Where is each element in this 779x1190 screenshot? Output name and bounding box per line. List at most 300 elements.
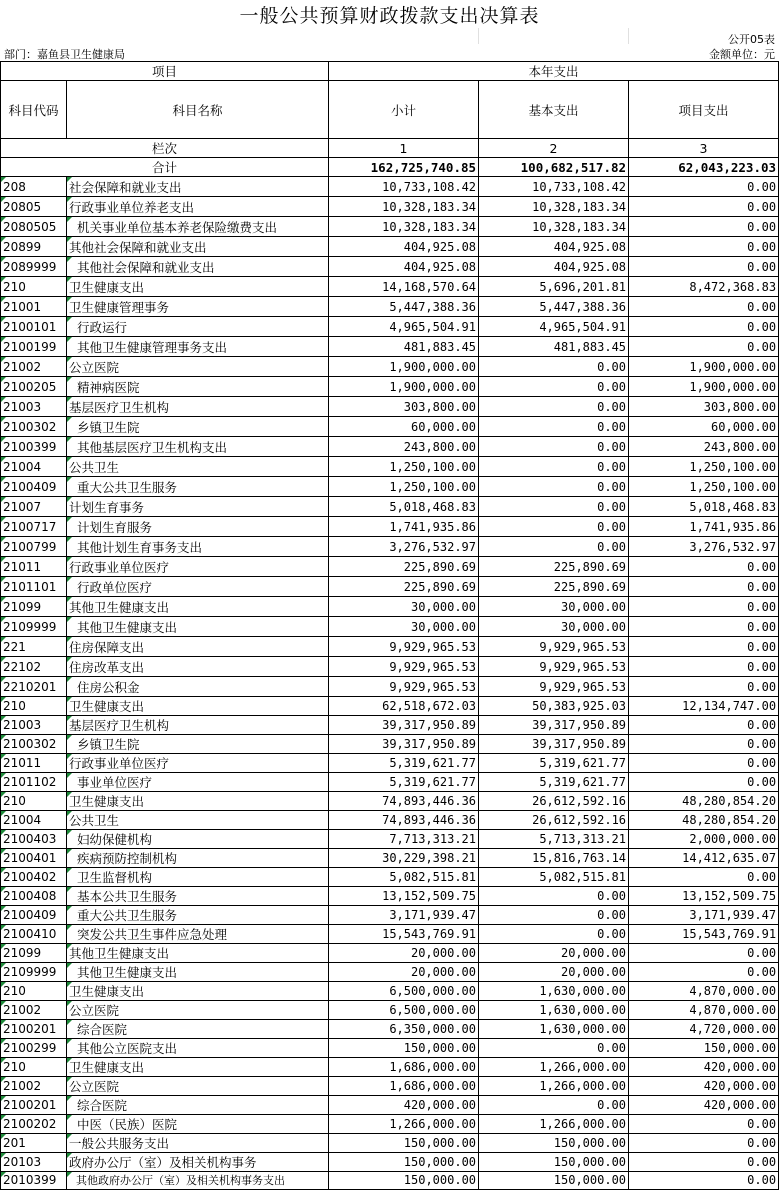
row-code: 210 bbox=[1, 982, 67, 1001]
row-project: 0.00 bbox=[629, 773, 779, 792]
row-name: 卫生健康支出 bbox=[67, 697, 329, 716]
header-item: 项目 bbox=[1, 62, 329, 81]
row-project: 1,900,000.00 bbox=[629, 377, 779, 397]
row-basic: 481,883.45 bbox=[479, 337, 629, 357]
row-project: 4,870,000.00 bbox=[629, 982, 779, 1001]
column-number-2: 2 bbox=[479, 139, 629, 158]
table-row bbox=[1, 377, 779, 397]
row-code: 21001 bbox=[1, 297, 67, 317]
table-row bbox=[1, 1172, 779, 1190]
table-row bbox=[1, 537, 779, 557]
row-code: 208 bbox=[1, 177, 67, 197]
row-name: 公立医院 bbox=[67, 357, 329, 377]
row-subtotal: 74,893,446.36 bbox=[329, 792, 479, 811]
table-row bbox=[1, 754, 779, 773]
header-basic: 基本支出 bbox=[479, 81, 629, 139]
table-row bbox=[1, 477, 779, 497]
row-code: 2100199 bbox=[1, 337, 67, 357]
row-name: 行政事业单位医疗 bbox=[67, 557, 329, 577]
row-basic: 50,383,925.03 bbox=[479, 697, 629, 716]
row-project: 0.00 bbox=[629, 677, 779, 697]
row-name: 其他公立医院支出 bbox=[67, 1039, 329, 1058]
row-basic: 5,696,201.81 bbox=[479, 277, 629, 297]
row-subtotal: 13,152,509.75 bbox=[329, 887, 479, 906]
row-basic: 0.00 bbox=[479, 477, 629, 497]
row-code: 21003 bbox=[1, 716, 67, 735]
row-name: 其他社会保障和就业支出 bbox=[67, 237, 329, 257]
row-subtotal: 1,900,000.00 bbox=[329, 357, 479, 377]
row-subtotal: 481,883.45 bbox=[329, 337, 479, 357]
row-project: 1,741,935.86 bbox=[629, 517, 779, 537]
row-subtotal: 150,000.00 bbox=[329, 1153, 479, 1172]
row-subtotal: 20,000.00 bbox=[329, 944, 479, 963]
row-basic: 15,816,763.14 bbox=[479, 849, 629, 868]
row-subtotal: 6,500,000.00 bbox=[329, 1001, 479, 1020]
row-name: 公立医院 bbox=[67, 1001, 329, 1020]
row-subtotal: 243,800.00 bbox=[329, 437, 479, 457]
row-name: 中医（民族）医院 bbox=[67, 1115, 329, 1134]
row-basic: 9,929,965.53 bbox=[479, 677, 629, 697]
row-subtotal: 5,447,388.36 bbox=[329, 297, 479, 317]
table-row bbox=[1, 830, 779, 849]
row-name: 基层医疗卫生机构 bbox=[67, 397, 329, 417]
row-project: 0.00 bbox=[629, 754, 779, 773]
row-code: 2080505 bbox=[1, 217, 67, 237]
row-basic: 20,000.00 bbox=[479, 944, 629, 963]
table-row bbox=[1, 517, 779, 537]
row-name: 其他政府办公厅（室）及相关机构事务支出 bbox=[67, 1172, 329, 1190]
row-basic: 0.00 bbox=[479, 1039, 629, 1058]
row-name: 基层医疗卫生机构 bbox=[67, 716, 329, 735]
row-code: 2100409 bbox=[1, 906, 67, 925]
column-number-1: 1 bbox=[329, 139, 479, 158]
total-basic: 100,682,517.82 bbox=[479, 158, 629, 177]
row-subtotal: 9,929,965.53 bbox=[329, 637, 479, 657]
table-row bbox=[1, 357, 779, 377]
row-code: 2101101 bbox=[1, 577, 67, 597]
row-basic: 5,082,515.81 bbox=[479, 868, 629, 887]
table-row bbox=[1, 637, 779, 657]
row-name: 政府办公厅（室）及相关机构事务 bbox=[67, 1153, 329, 1172]
row-project: 4,720,000.00 bbox=[629, 1020, 779, 1039]
row-subtotal: 9,929,965.53 bbox=[329, 657, 479, 677]
row-code: 2100403 bbox=[1, 830, 67, 849]
header-name: 科目名称 bbox=[67, 81, 329, 139]
table-row bbox=[1, 197, 779, 217]
row-basic: 225,890.69 bbox=[479, 577, 629, 597]
row-subtotal: 3,171,939.47 bbox=[329, 906, 479, 925]
row-code: 2100408 bbox=[1, 887, 67, 906]
column-number-3: 3 bbox=[629, 139, 779, 158]
row-basic: 1,266,000.00 bbox=[479, 1115, 629, 1134]
row-code: 2089999 bbox=[1, 257, 67, 277]
row-project: 0.00 bbox=[629, 577, 779, 597]
row-subtotal: 150,000.00 bbox=[329, 1039, 479, 1058]
row-basic: 39,317,950.89 bbox=[479, 735, 629, 754]
row-subtotal: 20,000.00 bbox=[329, 963, 479, 982]
row-code: 2100201 bbox=[1, 1096, 67, 1115]
row-basic: 0.00 bbox=[479, 397, 629, 417]
row-subtotal: 1,266,000.00 bbox=[329, 1115, 479, 1134]
table-row bbox=[1, 297, 779, 317]
row-project: 14,412,635.07 bbox=[629, 849, 779, 868]
row-name: 综合医院 bbox=[67, 1020, 329, 1039]
row-name: 突发公共卫生事件应急处理 bbox=[67, 925, 329, 944]
form-code: 公开05表 bbox=[728, 33, 775, 46]
row-subtotal: 1,686,000.00 bbox=[329, 1077, 479, 1096]
row-subtotal: 150,000.00 bbox=[329, 1134, 479, 1153]
table-row bbox=[1, 497, 779, 517]
table-row bbox=[1, 982, 779, 1001]
row-project: 0.00 bbox=[629, 657, 779, 677]
row-project: 8,472,368.83 bbox=[629, 277, 779, 297]
row-name: 卫生健康支出 bbox=[67, 982, 329, 1001]
row-basic: 225,890.69 bbox=[479, 557, 629, 577]
header-year-expense: 本年支出 bbox=[329, 62, 779, 81]
row-basic: 5,319,621.77 bbox=[479, 773, 629, 792]
table-row bbox=[1, 944, 779, 963]
row-basic: 0.00 bbox=[479, 537, 629, 557]
row-basic: 0.00 bbox=[479, 1096, 629, 1115]
row-basic: 0.00 bbox=[479, 887, 629, 906]
row-subtotal: 7,713,313.21 bbox=[329, 830, 479, 849]
row-subtotal: 5,319,621.77 bbox=[329, 754, 479, 773]
row-name: 其他卫生健康管理事务支出 bbox=[67, 337, 329, 357]
row-code: 20899 bbox=[1, 237, 67, 257]
row-basic: 1,630,000.00 bbox=[479, 1020, 629, 1039]
row-project: 0.00 bbox=[629, 1134, 779, 1153]
row-code: 210 bbox=[1, 1058, 67, 1077]
row-code: 21099 bbox=[1, 944, 67, 963]
row-project: 243,800.00 bbox=[629, 437, 779, 457]
row-code: 2210201 bbox=[1, 677, 67, 697]
row-subtotal: 10,328,183.34 bbox=[329, 197, 479, 217]
row-basic: 26,612,592.16 bbox=[479, 811, 629, 830]
row-subtotal: 5,319,621.77 bbox=[329, 773, 479, 792]
row-basic: 20,000.00 bbox=[479, 963, 629, 982]
table-row bbox=[1, 577, 779, 597]
row-code: 2100401 bbox=[1, 849, 67, 868]
row-code: 2100402 bbox=[1, 868, 67, 887]
row-code: 21003 bbox=[1, 397, 67, 417]
row-code: 2100302 bbox=[1, 735, 67, 754]
row-project: 3,276,532.97 bbox=[629, 537, 779, 557]
table-row bbox=[1, 697, 779, 716]
row-code: 21002 bbox=[1, 1077, 67, 1096]
table-row bbox=[1, 1134, 779, 1153]
header-subtotal: 小计 bbox=[329, 81, 479, 139]
row-name: 行政事业单位医疗 bbox=[67, 754, 329, 773]
table-row bbox=[1, 1115, 779, 1134]
row-basic: 10,328,183.34 bbox=[479, 217, 629, 237]
table-row bbox=[1, 317, 779, 337]
row-project: 1,250,100.00 bbox=[629, 477, 779, 497]
row-name: 妇幼保健机构 bbox=[67, 830, 329, 849]
table-row bbox=[1, 906, 779, 925]
row-subtotal: 5,018,468.83 bbox=[329, 497, 479, 517]
row-code: 210 bbox=[1, 792, 67, 811]
row-basic: 5,713,313.21 bbox=[479, 830, 629, 849]
row-subtotal: 420,000.00 bbox=[329, 1096, 479, 1115]
row-subtotal: 404,925.08 bbox=[329, 257, 479, 277]
row-name: 行政运行 bbox=[67, 317, 329, 337]
row-name: 卫生健康管理事务 bbox=[67, 297, 329, 317]
row-basic: 404,925.08 bbox=[479, 237, 629, 257]
table-row bbox=[1, 437, 779, 457]
table-row bbox=[1, 1153, 779, 1172]
table-row bbox=[1, 257, 779, 277]
row-project: 150,000.00 bbox=[629, 1039, 779, 1058]
row-name: 基本公共卫生服务 bbox=[67, 887, 329, 906]
table-row bbox=[1, 1058, 779, 1077]
row-name: 其他计划生育事务支出 bbox=[67, 537, 329, 557]
department-label: 部门：嘉鱼县卫生健康局 bbox=[4, 48, 125, 61]
table-row bbox=[1, 735, 779, 754]
table-row bbox=[1, 963, 779, 982]
row-code: 2100299 bbox=[1, 1039, 67, 1058]
row-basic: 39,317,950.89 bbox=[479, 716, 629, 735]
row-code: 2101102 bbox=[1, 773, 67, 792]
row-name: 其他社会保障和就业支出 bbox=[67, 257, 329, 277]
row-basic: 150,000.00 bbox=[479, 1134, 629, 1153]
row-code: 2100799 bbox=[1, 537, 67, 557]
row-subtotal: 9,929,965.53 bbox=[329, 677, 479, 697]
row-subtotal: 62,518,672.03 bbox=[329, 697, 479, 716]
row-name: 其他卫生健康支出 bbox=[67, 963, 329, 982]
row-subtotal: 30,229,398.21 bbox=[329, 849, 479, 868]
row-project: 0.00 bbox=[629, 177, 779, 197]
row-basic: 0.00 bbox=[479, 497, 629, 517]
row-code: 2100409 bbox=[1, 477, 67, 497]
table-row bbox=[1, 1077, 779, 1096]
row-subtotal: 15,543,769.91 bbox=[329, 925, 479, 944]
row-name: 重大公共卫生服务 bbox=[67, 477, 329, 497]
row-name: 综合医院 bbox=[67, 1096, 329, 1115]
row-project: 420,000.00 bbox=[629, 1058, 779, 1077]
row-code: 2100201 bbox=[1, 1020, 67, 1039]
row-project: 3,171,939.47 bbox=[629, 906, 779, 925]
row-project: 4,870,000.00 bbox=[629, 1001, 779, 1020]
row-name: 精神病医院 bbox=[67, 377, 329, 397]
row-name: 疾病预防控制机构 bbox=[67, 849, 329, 868]
row-project: 0.00 bbox=[629, 716, 779, 735]
row-subtotal: 5,082,515.81 bbox=[329, 868, 479, 887]
row-project: 0.00 bbox=[629, 735, 779, 754]
row-project: 420,000.00 bbox=[629, 1096, 779, 1115]
row-code: 21007 bbox=[1, 497, 67, 517]
row-code: 2100399 bbox=[1, 437, 67, 457]
row-subtotal: 4,965,504.91 bbox=[329, 317, 479, 337]
row-project: 0.00 bbox=[629, 337, 779, 357]
row-code: 2109999 bbox=[1, 963, 67, 982]
row-project: 0.00 bbox=[629, 257, 779, 277]
row-project: 0.00 bbox=[629, 637, 779, 657]
row-name: 计划生育服务 bbox=[67, 517, 329, 537]
row-subtotal: 14,168,570.64 bbox=[329, 277, 479, 297]
row-subtotal: 1,250,100.00 bbox=[329, 477, 479, 497]
table-row bbox=[1, 177, 779, 197]
row-subtotal: 3,276,532.97 bbox=[329, 537, 479, 557]
row-code: 21099 bbox=[1, 597, 67, 617]
row-code: 2100717 bbox=[1, 517, 67, 537]
row-name: 事业单位医疗 bbox=[67, 773, 329, 792]
row-project: 0.00 bbox=[629, 557, 779, 577]
row-basic: 404,925.08 bbox=[479, 257, 629, 277]
row-basic: 1,630,000.00 bbox=[479, 1001, 629, 1020]
row-basic: 30,000.00 bbox=[479, 597, 629, 617]
row-subtotal: 6,350,000.00 bbox=[329, 1020, 479, 1039]
header-project: 项目支出 bbox=[629, 81, 779, 139]
row-project: 0.00 bbox=[629, 1115, 779, 1134]
row-subtotal: 404,925.08 bbox=[329, 237, 479, 257]
row-name: 乡镇卫生院 bbox=[67, 417, 329, 437]
table-row bbox=[1, 811, 779, 830]
row-subtotal: 150,000.00 bbox=[329, 1172, 479, 1190]
row-subtotal: 6,500,000.00 bbox=[329, 982, 479, 1001]
row-subtotal: 30,000.00 bbox=[329, 597, 479, 617]
row-code: 2100302 bbox=[1, 417, 67, 437]
unit-label: 金额单位：元 bbox=[709, 48, 775, 61]
row-subtotal: 1,900,000.00 bbox=[329, 377, 479, 397]
row-project: 2,000,000.00 bbox=[629, 830, 779, 849]
row-name: 公共卫生 bbox=[67, 457, 329, 477]
row-project: 15,543,769.91 bbox=[629, 925, 779, 944]
row-project: 13,152,509.75 bbox=[629, 887, 779, 906]
row-basic: 0.00 bbox=[479, 377, 629, 397]
table-row bbox=[1, 557, 779, 577]
table-row bbox=[1, 237, 779, 257]
row-subtotal: 1,741,935.86 bbox=[329, 517, 479, 537]
row-code: 21004 bbox=[1, 457, 67, 477]
row-subtotal: 39,317,950.89 bbox=[329, 716, 479, 735]
row-project: 0.00 bbox=[629, 868, 779, 887]
row-code: 22102 bbox=[1, 657, 67, 677]
row-code: 21004 bbox=[1, 811, 67, 830]
table-row bbox=[1, 657, 779, 677]
row-code: 21011 bbox=[1, 557, 67, 577]
table-row bbox=[1, 773, 779, 792]
table-row bbox=[1, 677, 779, 697]
row-basic: 0.00 bbox=[479, 925, 629, 944]
report-title: 一般公共预算财政拨款支出决算表 bbox=[239, 5, 540, 27]
row-name: 卫生健康支出 bbox=[67, 1058, 329, 1077]
row-name: 行政事业单位养老支出 bbox=[67, 197, 329, 217]
table-row bbox=[1, 597, 779, 617]
row-project: 420,000.00 bbox=[629, 1077, 779, 1096]
row-name: 公共卫生 bbox=[67, 811, 329, 830]
row-basic: 5,319,621.77 bbox=[479, 754, 629, 773]
row-subtotal: 225,890.69 bbox=[329, 577, 479, 597]
row-name: 其他卫生健康支出 bbox=[67, 597, 329, 617]
row-basic: 30,000.00 bbox=[479, 617, 629, 637]
row-name: 重大公共卫生服务 bbox=[67, 906, 329, 925]
row-project: 0.00 bbox=[629, 1153, 779, 1172]
row-project: 0.00 bbox=[629, 597, 779, 617]
row-basic: 1,630,000.00 bbox=[479, 982, 629, 1001]
row-project: 1,250,100.00 bbox=[629, 457, 779, 477]
row-subtotal: 74,893,446.36 bbox=[329, 811, 479, 830]
row-code: 210 bbox=[1, 277, 67, 297]
row-project: 1,900,000.00 bbox=[629, 357, 779, 377]
table-row bbox=[1, 397, 779, 417]
table-row bbox=[1, 1039, 779, 1058]
row-name: 住房公积金 bbox=[67, 677, 329, 697]
table-row bbox=[1, 868, 779, 887]
row-basic: 0.00 bbox=[479, 517, 629, 537]
row-project: 0.00 bbox=[629, 237, 779, 257]
row-basic: 5,447,388.36 bbox=[479, 297, 629, 317]
row-basic: 150,000.00 bbox=[479, 1172, 629, 1190]
row-subtotal: 1,686,000.00 bbox=[329, 1058, 479, 1077]
row-subtotal: 1,250,100.00 bbox=[329, 457, 479, 477]
row-code: 221 bbox=[1, 637, 67, 657]
table-row bbox=[1, 1096, 779, 1115]
row-code: 201 bbox=[1, 1134, 67, 1153]
row-name: 机关事业单位基本养老保险缴费支出 bbox=[67, 217, 329, 237]
row-code: 20805 bbox=[1, 197, 67, 217]
table-row bbox=[1, 337, 779, 357]
row-name: 一般公共服务支出 bbox=[67, 1134, 329, 1153]
row-basic: 10,733,108.42 bbox=[479, 177, 629, 197]
row-name: 卫生健康支出 bbox=[67, 792, 329, 811]
total-label: 合计 bbox=[1, 158, 329, 177]
row-subtotal: 225,890.69 bbox=[329, 557, 479, 577]
table-row bbox=[1, 925, 779, 944]
table-row bbox=[1, 457, 779, 477]
row-name: 卫生健康支出 bbox=[67, 277, 329, 297]
row-name: 乡镇卫生院 bbox=[67, 735, 329, 754]
row-project: 48,280,854.20 bbox=[629, 811, 779, 830]
row-code: 2109999 bbox=[1, 617, 67, 637]
total-project: 62,043,223.03 bbox=[629, 158, 779, 177]
table-row bbox=[1, 1020, 779, 1039]
row-basic: 1,266,000.00 bbox=[479, 1077, 629, 1096]
row-name: 卫生监督机构 bbox=[67, 868, 329, 887]
table-row bbox=[1, 617, 779, 637]
row-code: 2100202 bbox=[1, 1115, 67, 1134]
row-name: 其他基层医疗卫生机构支出 bbox=[67, 437, 329, 457]
row-code: 2100101 bbox=[1, 317, 67, 337]
row-basic: 150,000.00 bbox=[479, 1153, 629, 1172]
row-basic: 0.00 bbox=[479, 906, 629, 925]
row-project: 0.00 bbox=[629, 617, 779, 637]
row-code: 21002 bbox=[1, 1001, 67, 1020]
row-subtotal: 10,733,108.42 bbox=[329, 177, 479, 197]
row-subtotal: 60,000.00 bbox=[329, 417, 479, 437]
row-basic: 0.00 bbox=[479, 417, 629, 437]
table-row bbox=[1, 887, 779, 906]
row-basic: 26,612,592.16 bbox=[479, 792, 629, 811]
row-subtotal: 10,328,183.34 bbox=[329, 217, 479, 237]
row-name: 公立医院 bbox=[67, 1077, 329, 1096]
row-basic: 4,965,504.91 bbox=[479, 317, 629, 337]
row-name: 住房保障支出 bbox=[67, 637, 329, 657]
table-row bbox=[1, 849, 779, 868]
row-project: 48,280,854.20 bbox=[629, 792, 779, 811]
row-name: 计划生育事务 bbox=[67, 497, 329, 517]
table-row bbox=[1, 716, 779, 735]
column-label: 栏次 bbox=[1, 139, 329, 158]
row-project: 0.00 bbox=[629, 963, 779, 982]
table-row bbox=[1, 277, 779, 297]
row-basic: 0.00 bbox=[479, 437, 629, 457]
row-subtotal: 39,317,950.89 bbox=[329, 735, 479, 754]
row-project: 60,000.00 bbox=[629, 417, 779, 437]
table-row bbox=[1, 792, 779, 811]
row-code: 21002 bbox=[1, 357, 67, 377]
expenditure-table bbox=[0, 61, 779, 1190]
row-name: 社会保障和就业支出 bbox=[67, 177, 329, 197]
